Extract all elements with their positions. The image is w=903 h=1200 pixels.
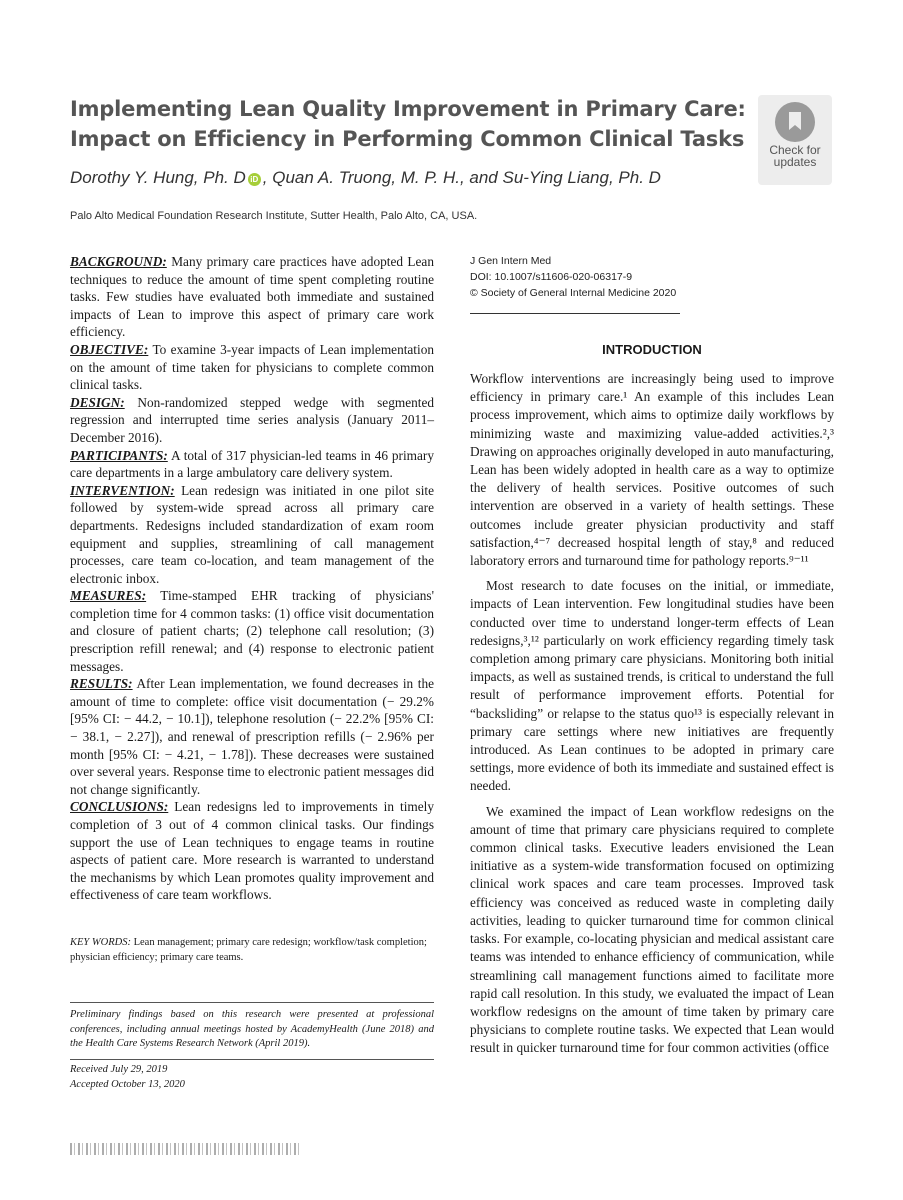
journal-info	[470, 253, 676, 301]
author-list	[70, 168, 661, 188]
section-label: RESULTS:	[70, 676, 133, 692]
journal-name: J Gen Intern Med	[470, 255, 552, 267]
doi-link[interactable]: DOI: 10.1007/s11606-020-06317-9	[470, 271, 633, 283]
footnote-divider-2	[70, 1059, 434, 1060]
section-text: Lean redesign was initiated in one pilot site followed by system-wide spread across all primary care departments. Redesigns included standardization of exam room equipment and supplies, streamlining of call management processes, care team co-location, and team management of the electronic inbox.	[70, 482, 434, 586]
abstract-conclusions	[70, 798, 434, 904]
abstract-background	[70, 253, 434, 341]
received-date: Received July 29, 2019	[70, 1064, 168, 1075]
author-name: Dorothy Y. Hung, Ph. D	[70, 168, 246, 187]
section-text: Many primary care practices have adopted Lean techniques to reduce the amount of time spent completing routine tasks. Few studies have evaluated both immediate and sustained impacts of Lean to improve this aspect of primary care work efficiency.	[70, 254, 434, 340]
orcid-icon[interactable]: iD	[248, 173, 261, 186]
preliminary-findings-note: Preliminary findings based on this research were presented at professional conferences, including annual meetings hosted by AcademyHealth (June 2018) and the Health Care Systems Research Network (April 2019).	[70, 1009, 434, 1049]
check-label-line1: Check for	[769, 143, 821, 157]
submission-dates	[70, 1062, 185, 1092]
section-heading: INTRODUCTION	[602, 342, 702, 357]
coauthor-names: , Quan A. Truong, M. P. H., and Su-Ying Liang, Ph. D	[262, 168, 661, 187]
abstract-measures	[70, 587, 434, 675]
section-text: Time-stamped EHR tracking of physicians' completion time for 4 common tasks: (1) office visit documentation and closure of patient charts; (2) telephone call resolution; (3) prescription refill renewal; and (4) response to electronic patient messages.	[70, 588, 434, 674]
section-text: Lean redesigns led to improvements in timely completion of 3 out of 4 common clinical tasks. Our findings support the use of Lean techniques to engage teams in routine aspects of patient care. More research is warranted to understand the mechanisms by which Lean promotes quality improvement and effectiveness of care team workflows.	[70, 799, 434, 903]
abstract-participants	[70, 447, 434, 482]
journal-divider	[470, 313, 680, 314]
paragraph: Most research to date focuses on the initial, or immediate, impacts of Lean intervention. Few longitudinal studies have been conducted over time to understand longer-term effects of Lean redesigns,³,¹² particularly on work efficiency regarding timely task completion among primary care physicians. Monitoring both initial impacts, as well as sustained trends, is critical to understand the full result of performance improvement efforts. Potential for “backsliding” or relapse to the status quo¹³ is especially relevant in primary care settings where new initiatives are frequently introduced. As Lean continues to be adopted in primary care settings, more evidence of both its immediate and sustained effect is needed.	[470, 578, 834, 794]
page-title: Implementing Lean Quality Improvement in Primary Care: Impact on Efficiency in Performing Common Clinical Tasks	[70, 97, 746, 151]
section-label: INTERVENTION:	[70, 482, 175, 498]
section-label: BACKGROUND:	[70, 254, 167, 269]
section-label: CONCLUSIONS:	[70, 799, 169, 815]
barcode-strip	[70, 1143, 300, 1155]
section-text: A total of 317 physician-led teams in 46 primary care departments in a large ambulatory care delivery system.	[70, 447, 435, 481]
check-for-updates-button[interactable]	[758, 95, 832, 185]
keywords	[70, 935, 434, 965]
section-text: Non-randomized stepped wedge with segmented regression and interrupted time series analysis (January 2011–December 2016).	[70, 394, 434, 445]
abstract-results	[70, 675, 434, 798]
keywords-text: Lean management; primary care redesign; workflow/task completion; physician efficiency; primary care teams.	[70, 937, 427, 963]
introduction-body	[470, 370, 834, 1065]
abstract-intervention	[70, 482, 434, 588]
affiliation: Palo Alto Medical Foundation Research Institute, Sutter Health, Palo Alto, CA, USA.	[70, 210, 478, 222]
section-label: OBJECTIVE:	[70, 341, 149, 357]
section-label: PARTICIPANTS:	[70, 447, 168, 463]
paragraph: Workflow interventions are increasingly being used to improve efficiency in primary care.¹ An example of this includes Lean process improvement, which aims to optimize daily workflows by minimizing waste and maximizing value-added activities.²,³ Drawing on approaches originally developed in auto manufacturing, Lean has been widely adopted in health care as a way to optimize the delivery of health services. Positive outcomes of such intervention are observed in a variety of health settings. These outcomes include greater physician productivity and staff satisfaction,⁴⁻⁷ decreased hospital length of stay,⁸ and reduced laboratory errors and turnaround time for pathology reports.⁹⁻¹¹	[470, 371, 834, 569]
check-label-line2: updates	[773, 155, 817, 169]
bookmark-icon	[775, 102, 815, 142]
keywords-label: KEY WORDS:	[70, 937, 131, 948]
abstract-design	[70, 394, 434, 447]
abstract-objective	[70, 341, 434, 394]
section-text: After Lean implementation, we found decreases in the amount of time to complete: office visit documentation (− 29.2% [95% CI: − 44.2, − 10.1]), telephone resolution (− 22.2% [95% CI: − 38.1, − 2.27]), and renewal of prescription refills (− 2.96% per month [95% CI: − 4.21, − 1.78]). These decreases were sustained over several years. Response time to electronic patient messages did not change significantly.	[70, 676, 434, 797]
footnote-divider	[70, 1002, 434, 1003]
section-label: MEASURES:	[70, 588, 147, 604]
paragraph: We examined the impact of Lean workflow redesigns on the amount of time that primary care physicians required to complete common clinical tasks. Executive leaders envisioned the Lean initiative as a system-wide transformation focused on optimizing clinical work spaces and care team processes. Improved task efficiency was conceived as reduced waste in completing daily activities, leading to quicker turnaround time for common clinical tasks. For example, co-locating physician and medical assistant care teams was intended to enhance efficiency of communication, while streamlining call management functions aimed to facilitate more rapid call resolution. In this study, we evaluated the impact of Lean workflow redesigns on the amount of time taken by primary care physicians to complete routine tasks. We expected that Lean would result in quicker turnaround time for four common activities (office	[470, 803, 834, 1056]
copyright: © Society of General Internal Medicine 2020	[470, 287, 677, 299]
section-text: To examine 3-year impacts of Lean implementation on the amount of time taken for physicians to complete common clinical tasks.	[70, 341, 434, 393]
abstract	[70, 253, 434, 904]
accepted-date: Accepted October 13, 2020	[70, 1079, 185, 1090]
section-label: DESIGN:	[70, 394, 125, 410]
